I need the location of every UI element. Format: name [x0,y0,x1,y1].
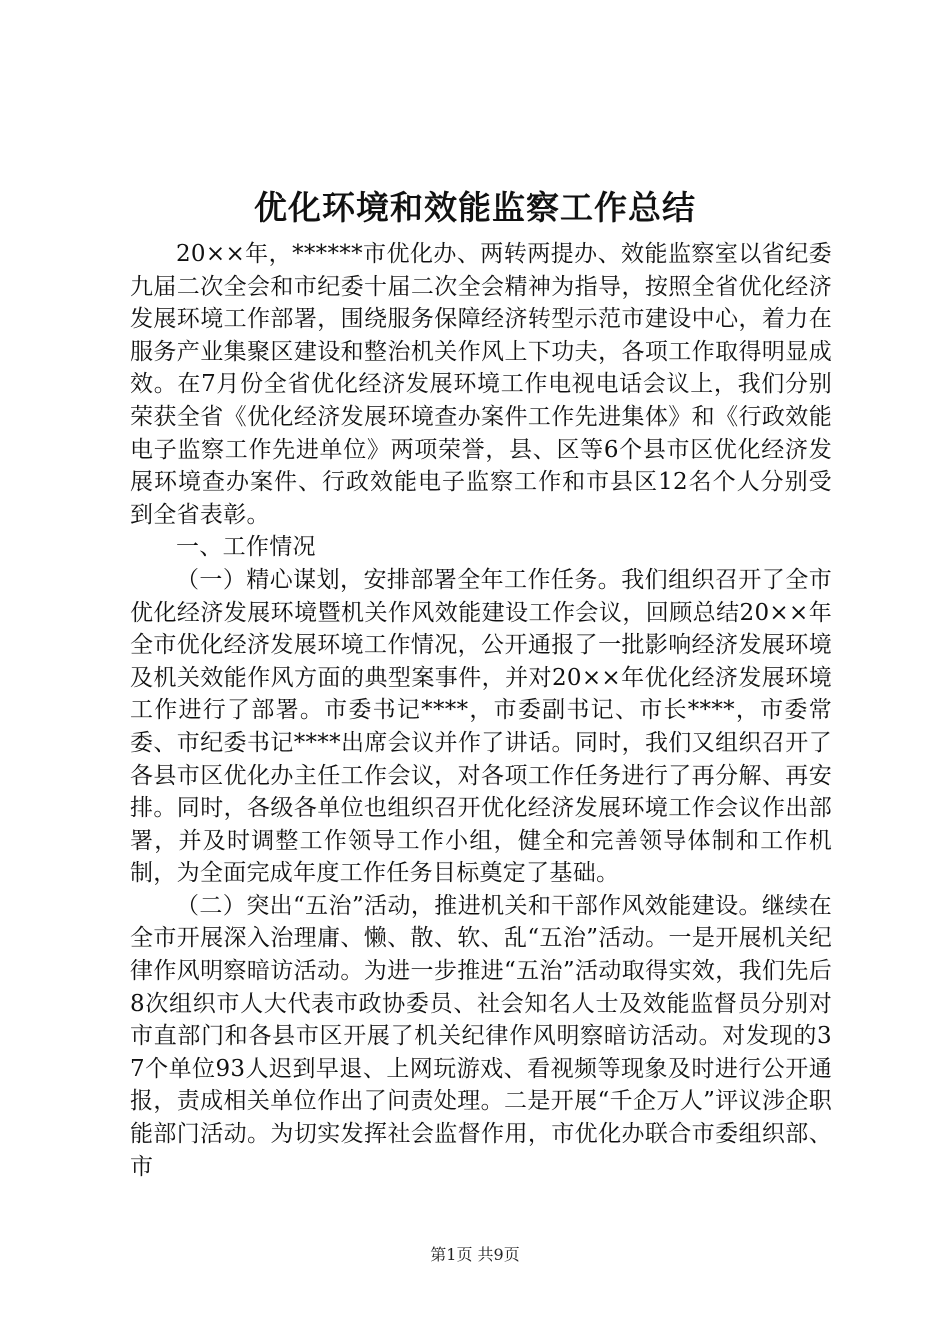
paragraph-five-governance: （二）突出“五治”活动，推进机关和干部作风效能建设。继续在全市开展深入治理庸、懒、散、软、乱“五治”活动。一是开展机关纪律作风明察暗访活动。为进一步推进“五治”活动取得实效，我们先后8次组织市人大代表市政协委员、社会知名人士及效能监督员分别对市直部门和各县市区开展了机关纪律作风明察暗访活动。对发现的37个单位93人迟到早退、上网玩游戏、看视频等现象及时进行公开通报，责成相关单位作出了问责处理。二是开展“千企万人”评议涉企职能部门活动。为切实发挥社会监督作用，市优化办联合市委组织部、市 [130,892,832,1180]
document-title: 优化环境和效能监察工作总结 [254,188,696,227]
page-footer: 第1页 共9页 [430,1245,520,1264]
paragraph-planning: （一）精心谋划，安排部署全年工作任务。我们组织召开了全市优化经济发展环境暨机关作风效能建设工作会议，回顾总结20××年全市优化经济发展环境工作情况，公开通报了一批影响经济发展环境及机关效能作风方面的典型案事件，并对20××年优化经济发展环境工作进行了部署。市委书记****，市委副书记、市长****，市委常委、市纪委书记****出席会议并作了讲话。同时，我们又组织召开了各县市区优化办主任工作会议，对各项工作任务进行了再分解、再安排。同时，各级各单位也组织召开优化经济发展环境工作会议作出部署，并及时调整工作领导工作小组，健全和完善领导体制和工作机制，为全面完成年度工作任务目标奠定了基础。 [130,566,832,887]
section-heading-work-status: 一、工作情况 [176,534,316,561]
document-body [130,238,832,1183]
intro-paragraph: 20××年，******市优化办、两转两提办、效能监察室以省纪委九届二次全会和市纪委十届二次全会精神为指导，按照全省优化经济发展环境工作部署，围绕服务保障经济转型示范市建设中心，着力在服务产业集聚区建设和整治机关作风上下功夫，各项工作取得明显成效。在7月份全省优化经济发展环境工作电视电话会议上，我们分别荣获全省《优化经济发展环境查办案件工作先进集体》和《行政效能电子监察工作先进单位》两项荣誉，县、区等6个县市区优化经济发展环境查办案件、行政效能电子监察工作和市县区12名个人分别受到全省表彰。 [130,241,832,528]
